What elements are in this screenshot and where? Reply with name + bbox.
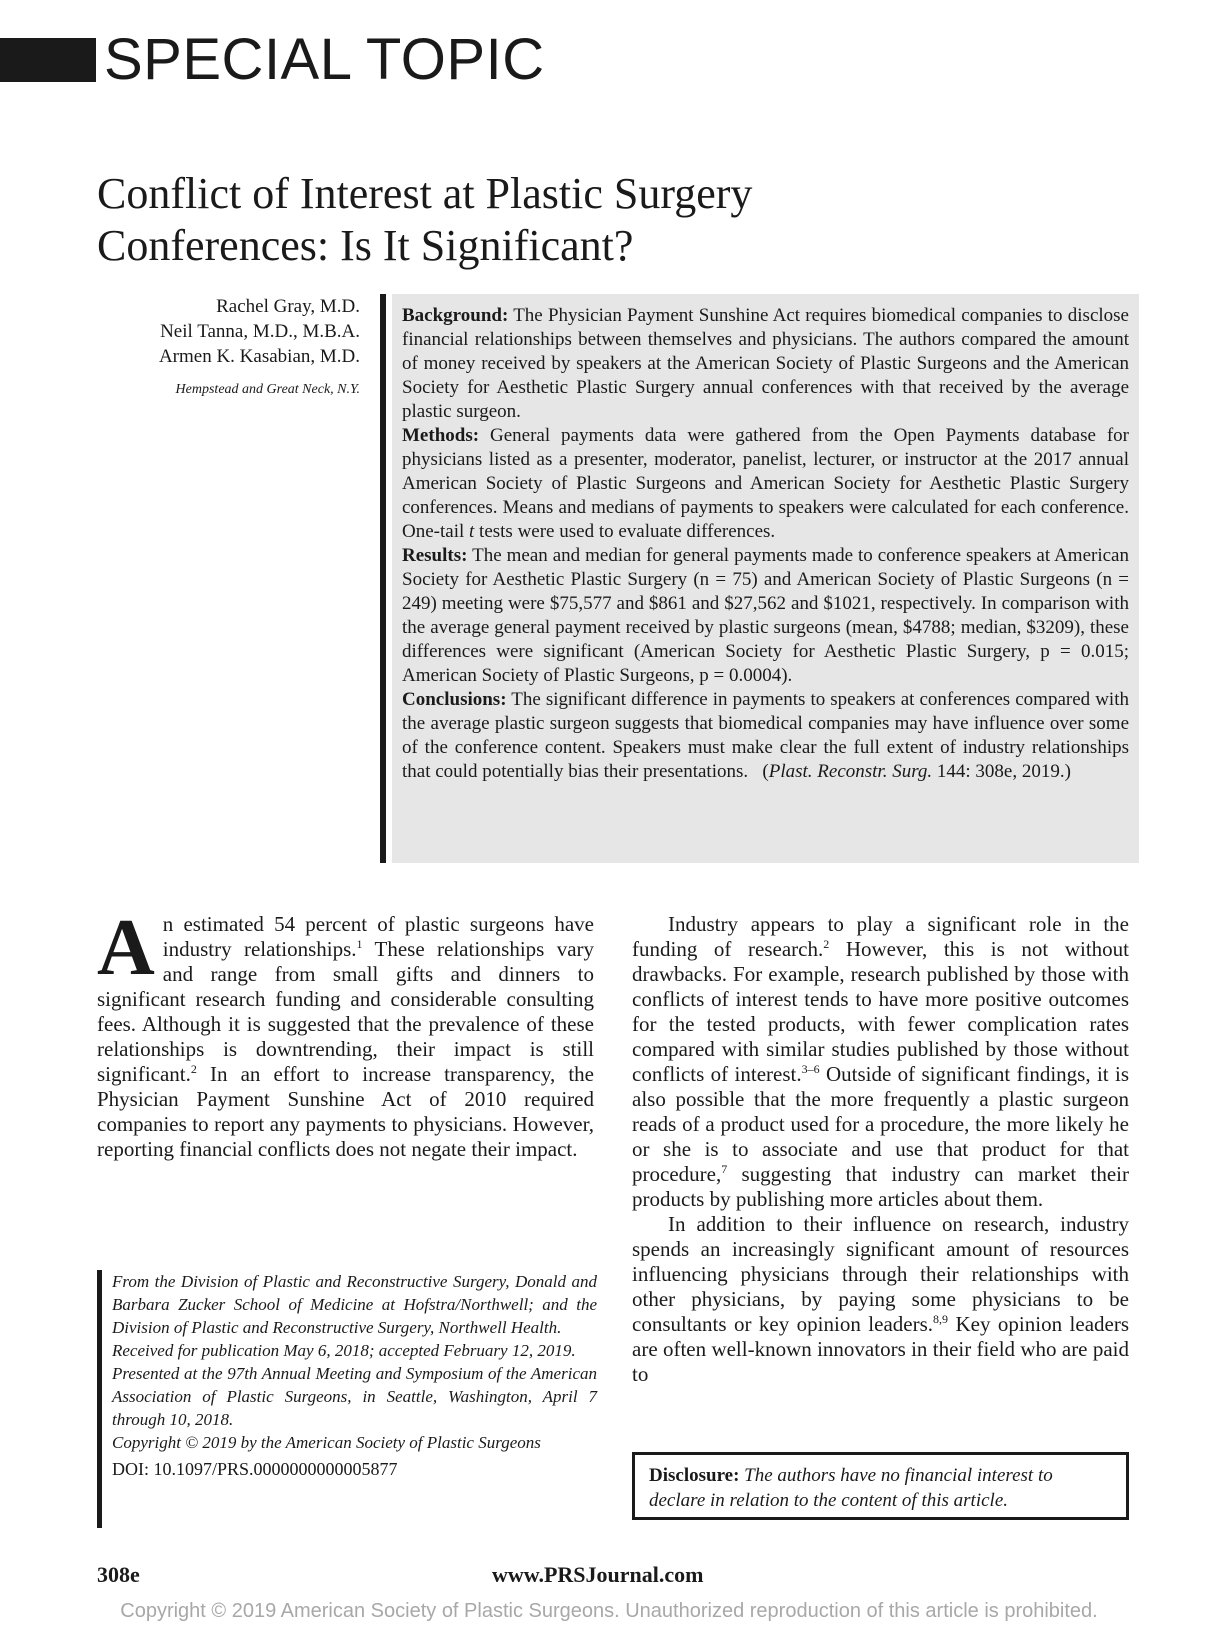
reference-marker: 2 xyxy=(823,937,830,951)
body-paragraph: Industry appears to play a significant role in the funding of research.$^2$ However, this is not without drawbacks. For example, research published by those with conflicts of interest tends to have more positive outcomes for the tested products, with fewer complication rates compared with similar studies published by those without conflicts of interest.$^{3-6}$ Outside of significant findings, it is also possible that the more frequently a plastic surgeon reads of a product used for a procedure, the more likely he or she is to associate and use that product for that procedure,$^7$ suggesting that industry can market their products by publishing more articles about them. xyxy=(632,912,1130,1211)
abstract-rule xyxy=(380,294,386,863)
abstract-background xyxy=(402,304,1129,424)
affiliation-copyright: Copyright © 2019 by the American Society of Plastic Surgeons xyxy=(112,1433,541,1452)
abstract-results-text: The mean and median for general payments made to conference speakers at American Society for Aesthetic Plastic Surgery (n = 75) and American Society of Plastic Surgeons (n = 249) meeting were $75,577 and $861 and $27,562 and $1021, respectively. In comparison with the average general payment received by plastic surgeons (mean, $4788; median, $3209), these differences were significant (American Society for Aesthetic Plastic Surgery, p = 0.015; American Society of Plastic Surgeons, p = 0.0004). xyxy=(402,545,1129,686)
abstract-conclusions xyxy=(402,688,1129,784)
citation-details: 144: 308e, 2019.) xyxy=(936,761,1071,782)
reference-marker: 7 xyxy=(721,1162,728,1176)
body-paragraph: An estimated 54 percent of plastic surgeons have industry relationships.$^1$ These relationships vary and range from small gifts and dinners to significant research funding and considerable consulting fees. Although it is suggested that the prevalence of these relationships is downtrending, their impact is still significant.$^2$ In an effort to increase transparency, the Physician Payment Sunshine Act of 2010 required companies to report any payments to physicians. However, reporting financial conflicts does not negate their impact. xyxy=(97,904,595,1161)
citation-journal: Plast. Reconstr. Surg. xyxy=(768,761,933,782)
affiliation-from: From the Division of Plastic and Reconstructive Surgery, Donald and Barbara Zucker School of Medicine at Hofstra/Northwell; and the Division of Plastic and Reconstructive Surgery, Northwell Health. xyxy=(112,1272,597,1337)
abstract-results xyxy=(402,544,1129,688)
abstract-methods-text: General payments data were gathered from the Open Payments database for physicians listed as a presenter, moderator, panelist, lecturer, or instructor at the 2017 annual American Society of Plastic Surgeons and American Society for Aesthetic Plastic Surgery conferences. Means and medians of payments to speakers were calculated for each conference. One-tail xyxy=(402,425,1129,542)
affiliation-received: Received for publication May 6, 2018; accepted February 12, 2019. xyxy=(112,1341,576,1360)
abstract-methods xyxy=(402,424,1129,544)
copyright-notice: Copyright © 2019 American Society of Plastic Surgeons. Unauthorized reproduction of this article is prohibited. xyxy=(120,1600,1098,1622)
title-line-2: Conferences: Is It Significant? xyxy=(97,221,634,270)
abstract-conclusions-text: The significant difference in payments to speakers at conferences compared with the average plastic surgeon suggests that biomedical companies may have influence over some of the conference content. Speakers must make clear the full extent of industry relationships that could potentially bias their presentations. xyxy=(402,689,1129,782)
body-column-left xyxy=(97,904,595,1162)
abstract-conclusions-label: Conclusions: xyxy=(402,689,507,710)
journal-url: www.PRSJournal.com xyxy=(492,1562,704,1587)
article-title xyxy=(97,168,977,272)
abstract-background-label: Background: xyxy=(402,305,509,326)
disclosure-text: The authors have no financial interest to declare in relation to the content of this article. xyxy=(649,1465,1053,1511)
body-paragraph: In addition to their influence on research, industry spends an increasingly significant amount of resources influencing physicians through their relationships with other physicians, by paying some physicians to be consultants or key opinion leaders.$^{8,9}$ Key opinion leaders are often well-known innovators in their field who are paid to xyxy=(632,1212,1130,1386)
abstract-results-label: Results: xyxy=(402,545,468,566)
affiliation-presented: Presented at the 97th Annual Meeting and Symposium of the American Association of Plastic Surgeons, in Seattle, Washington, April 7 through 10, 2018. xyxy=(112,1364,597,1429)
abstract-methods-text-end: tests were used to evaluate differences. xyxy=(479,521,776,542)
affiliation-rule xyxy=(97,1270,102,1528)
page-number: 308e xyxy=(97,1562,140,1587)
title-line-1: Conflict of Interest at Plastic Surgery xyxy=(97,169,753,218)
author-name: Armen K. Kasabian, M.D. xyxy=(158,346,360,367)
abstract-methods-t: t xyxy=(469,521,475,542)
section-marker-bar xyxy=(0,38,96,82)
reference-marker: 1 xyxy=(356,937,363,951)
body-column-right xyxy=(632,912,1129,1387)
disclosure-box xyxy=(632,1452,1129,1520)
reference-marker: 3–6 xyxy=(801,1062,820,1076)
abstract-box xyxy=(392,294,1139,863)
abstract-methods-label: Methods: xyxy=(402,425,480,446)
reference-marker: 8,9 xyxy=(933,1312,949,1326)
reference-marker: 2 xyxy=(190,1062,197,1076)
section-label: SPECIAL TOPIC xyxy=(104,27,545,92)
abstract-background-text: The Physician Payment Sunshine Act requires biomedical companies to disclose financial relationships between themselves and physicians. The authors compared the amount of money received by speakers at the American Society of Plastic Surgeons and the American Society for Aesthetic Plastic Surgery annual conferences with that received by the average plastic surgeon. xyxy=(402,305,1129,422)
affiliation-block xyxy=(112,1270,597,1481)
author-location: Hempstead and Great Neck, N.Y. xyxy=(175,382,360,397)
doi: DOI: 10.1097/PRS.0000000000005877 xyxy=(112,1459,398,1479)
author-list xyxy=(80,294,360,402)
citation-open: ( xyxy=(762,761,769,782)
disclosure-label: Disclosure: xyxy=(649,1465,740,1486)
author-name: Neil Tanna, M.D., M.B.A. xyxy=(160,321,360,342)
drop-cap: A xyxy=(97,904,155,992)
author-name: Rachel Gray, M.D. xyxy=(216,296,360,317)
